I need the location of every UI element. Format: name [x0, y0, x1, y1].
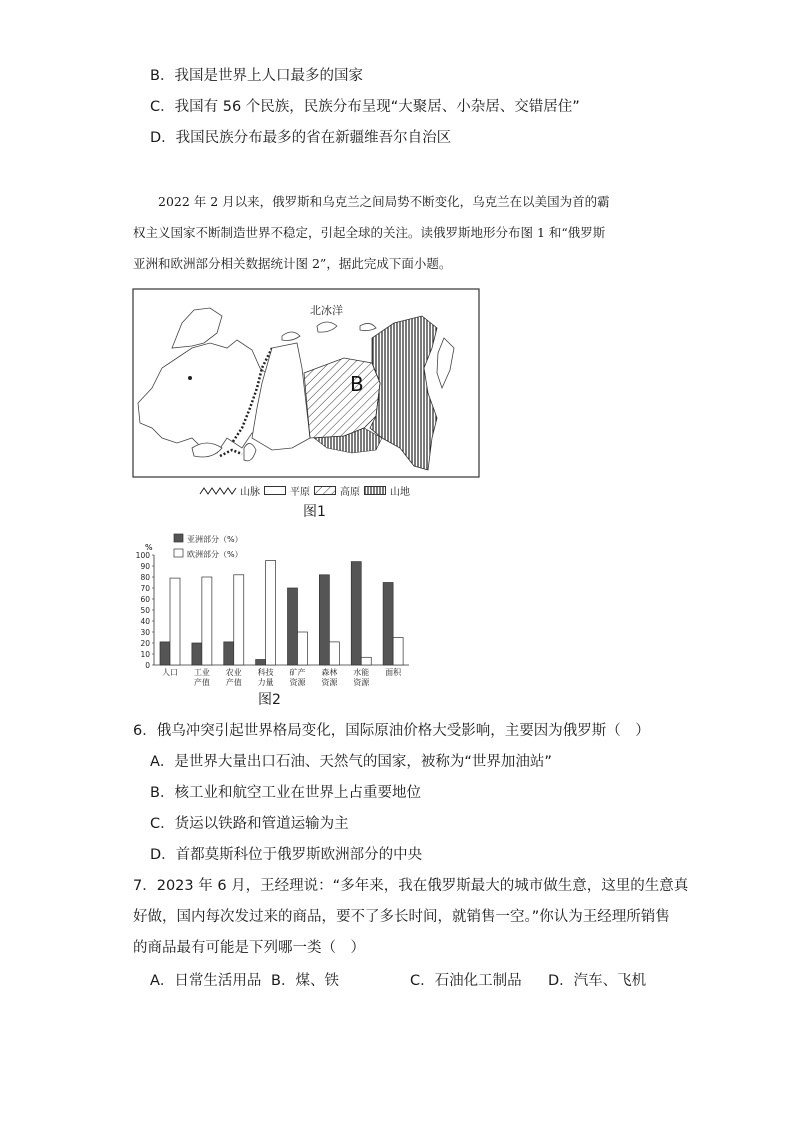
moscow-marker — [188, 376, 192, 380]
chart-legend — [174, 534, 243, 559]
legend-swatch — [174, 534, 183, 542]
q7-option-d[interactable]: D．汽车、飞机 — [548, 973, 647, 989]
passage-line-3: 亚洲和欧洲部分相关数据统计图 2”，据此完成下面小题。 — [133, 256, 452, 271]
legend-mountain: 山脉 — [240, 487, 260, 498]
q6-option-a[interactable]: A．是世界大量出口石油、天然气的国家，被称为“世界加油站” — [150, 754, 552, 770]
category-label: 力量 — [257, 678, 274, 687]
bar-asia — [383, 583, 393, 666]
bar-asia — [319, 575, 329, 665]
q6-option-b[interactable]: B．核工业和航空工业在世界上占重要地位 — [150, 785, 421, 801]
bar-europe — [202, 577, 212, 665]
y-tick-label: 30 — [140, 628, 150, 637]
map-legend — [200, 483, 410, 498]
y-tick-label: 0 — [145, 661, 150, 670]
y-tick-label: 10 — [140, 650, 150, 659]
q7-line-1: 7．2023 年 6 月，王经理说：“多年来，我在俄罗斯最大的城市做生意，这里的生意真 — [133, 878, 689, 894]
category-label: 水能 — [353, 668, 370, 677]
y-tick-label: 50 — [140, 606, 150, 615]
bar-europe — [393, 638, 403, 666]
category-label: 资源 — [353, 678, 370, 687]
q7-option-b[interactable]: B．煤、铁 — [271, 973, 339, 989]
option-d-prev: D．我国民族分布最多的省在新疆维吾尔自治区 — [150, 130, 452, 146]
bar-europe — [329, 642, 339, 665]
y-tick-label: 80 — [140, 573, 150, 582]
y-tick-label: 60 — [140, 595, 150, 604]
passage-line-2: 权主义国家不断制造世界不稳定，引起全球的关注。读俄罗斯地形分布图 1 和“俄罗斯 — [133, 225, 606, 240]
q7-option-c[interactable]: C．石油化工制品 — [410, 973, 522, 989]
bar-europe — [361, 657, 371, 665]
bar-asia — [351, 562, 361, 665]
bar-asia — [256, 660, 266, 666]
category-label: 工业 — [193, 668, 210, 677]
ocean-label: 北冰洋 — [310, 304, 343, 317]
category-label: 产值 — [193, 678, 210, 687]
category-label: 科技 — [257, 668, 274, 677]
option-b-prev: B．我国是世界上人口最多的国家 — [150, 68, 363, 84]
chart-bars — [160, 561, 403, 666]
y-tick-label: 20 — [140, 639, 150, 648]
legend-upland: 山地 — [390, 487, 410, 498]
category-label: 森林 — [321, 668, 338, 677]
point-b-label: B — [350, 372, 364, 396]
q7-option-a[interactable]: A．日常生活用品 — [150, 973, 262, 989]
legend-label: 欧洲部分（%） — [187, 550, 243, 559]
bar-asia — [288, 588, 298, 665]
category-label: 资源 — [321, 678, 338, 687]
chart-category-labels — [162, 667, 402, 687]
bar-europe — [170, 578, 180, 665]
bar-asia — [224, 642, 234, 665]
q6-stem: 6．俄乌冲突引起世界格局变化，国际原油价格大受影响，主要因为俄罗斯（ ） — [133, 723, 650, 739]
figure-2-caption: 图2 — [258, 692, 281, 708]
bar-asia — [192, 643, 202, 665]
legend-plain: 平原 — [290, 487, 310, 498]
option-c-prev: C．我国有 56 个民族，民族分布呈现“大聚居、小杂居、交错居住” — [150, 99, 580, 115]
figure-1-caption: 图1 — [303, 504, 326, 520]
plain-legend-icon — [264, 486, 286, 495]
category-label: 资源 — [289, 678, 306, 687]
y-tick-label: 100 — [135, 551, 150, 560]
category-label: 矿产 — [289, 668, 306, 677]
bar-europe — [234, 575, 244, 665]
q7-line-2: 好做，国内每次发过来的商品，要不了多长时间，就销售一空。”你认为王经理所销售 — [133, 909, 670, 925]
legend-swatch — [174, 549, 183, 557]
category-label: 面积 — [385, 668, 402, 677]
bar-europe — [298, 632, 308, 665]
category-label: 产值 — [225, 678, 242, 687]
y-tick-label: 90 — [140, 562, 150, 571]
russia-terrain-map — [132, 288, 480, 498]
passage — [133, 186, 663, 279]
category-label: 人口 — [162, 668, 178, 677]
q6-option-c[interactable]: C．货运以铁路和管道运输为主 — [150, 816, 349, 832]
legend-plateau: 高原 — [340, 487, 360, 498]
y-tick-label: 70 — [140, 584, 150, 593]
legend-label: 亚洲部分（%） — [187, 535, 243, 544]
q7-line-3: 的商品最有可能是下列哪一类（ ） — [133, 940, 365, 956]
category-label: 农业 — [225, 668, 242, 677]
plateau-legend-icon — [314, 486, 336, 495]
bar-asia — [160, 642, 170, 665]
y-tick-label: 40 — [140, 617, 150, 626]
russia-asia-europe-chart — [135, 530, 415, 690]
y-axis-unit: % — [145, 543, 153, 552]
q6-option-d[interactable]: D．首都莫斯科位于俄罗斯欧洲部分的中央 — [150, 847, 423, 863]
passage-line-1: 2022 年 2 月以来，俄罗斯和乌克兰之间局势不断变化，乌克兰在以美国为首的霸 — [158, 194, 610, 209]
mountain-legend-icon — [200, 487, 236, 495]
upland-legend-icon — [364, 486, 386, 495]
bar-europe — [266, 561, 276, 666]
